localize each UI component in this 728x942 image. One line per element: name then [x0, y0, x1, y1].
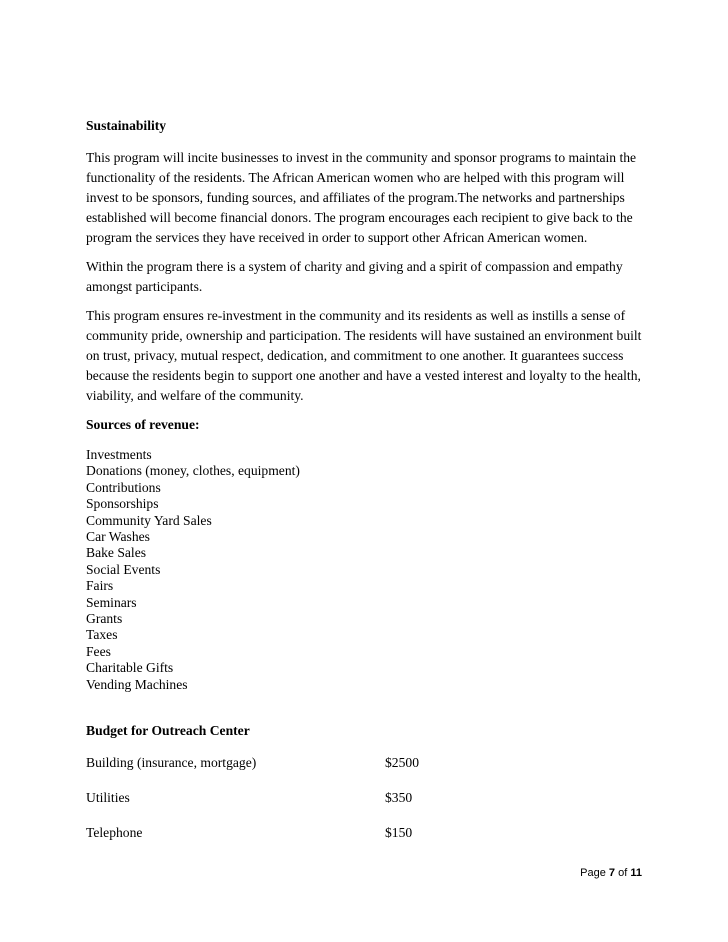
list-item: Seminars [86, 594, 137, 610]
list-item: Car Washes [86, 529, 150, 545]
list-item: Sponsorships [86, 496, 159, 512]
budget-amount: $350 [385, 790, 413, 806]
budget-amount: $2500 [385, 755, 419, 771]
budget-heading: Budget for Outreach Center [86, 723, 250, 739]
sustainability-paragraph: This program ensures re-investment in the community and its residents as well as instills a sense of community pride, ownership and participation. The residents will have sustained an environment built on trust, privacy, mutual respect, dedication, and commitment to one another. It guarantees success because the residents begin to support one another and have a vested interest and loyalty to the health, viability, and welfare of the community. [86, 308, 642, 403]
list-item: Bake Sales [86, 545, 147, 561]
budget-row [86, 823, 648, 843]
page-content [86, 116, 648, 858]
sustainability-heading: Sustainability [86, 118, 167, 133]
list-item: Community Yard Sales [86, 512, 212, 528]
list-item: Taxes [86, 627, 118, 643]
list-item: Contributions [86, 479, 161, 495]
page-label: Page [580, 867, 606, 879]
page-number: 7 [608, 867, 616, 879]
revenue-heading: Sources of revenue: [86, 417, 200, 432]
page-total: 11 [630, 867, 642, 879]
revenue-list [86, 447, 648, 693]
page-footer [580, 866, 642, 880]
budget-amount: $150 [385, 825, 413, 841]
list-item: Fees [86, 643, 111, 659]
list-item: Grants [86, 611, 123, 627]
list-item: Vending Machines [86, 676, 188, 692]
page-of-label: of [618, 867, 628, 879]
budget-item-label: Telephone [86, 825, 143, 841]
budget-item-label: Building (insurance, mortgage) [86, 755, 257, 771]
budget-row [86, 788, 648, 808]
sustainability-paragraph: Within the program there is a system of charity and giving and a spirit of compassion and empathy amongst participants. [86, 259, 623, 294]
sustainability-paragraph: This program will incite businesses to invest in the community and sponsor programs to maintain the functionality of the residents. The African American women who are helped with this program will invest to be sponsors, funding sources, and affiliates of the program.The networks and partnerships established will become financial donors. The program encourages each recipient to give back to the program the services they have received in order to support other African American women. [86, 150, 637, 245]
list-item: Donations (money, clothes, equipment) [86, 463, 300, 479]
budget-item-label: Utilities [86, 790, 130, 806]
list-item: Fairs [86, 578, 114, 594]
list-item: Charitable Gifts [86, 660, 174, 676]
budget-row [86, 753, 648, 773]
list-item: Investments [86, 447, 152, 462]
list-item: Social Events [86, 561, 161, 577]
